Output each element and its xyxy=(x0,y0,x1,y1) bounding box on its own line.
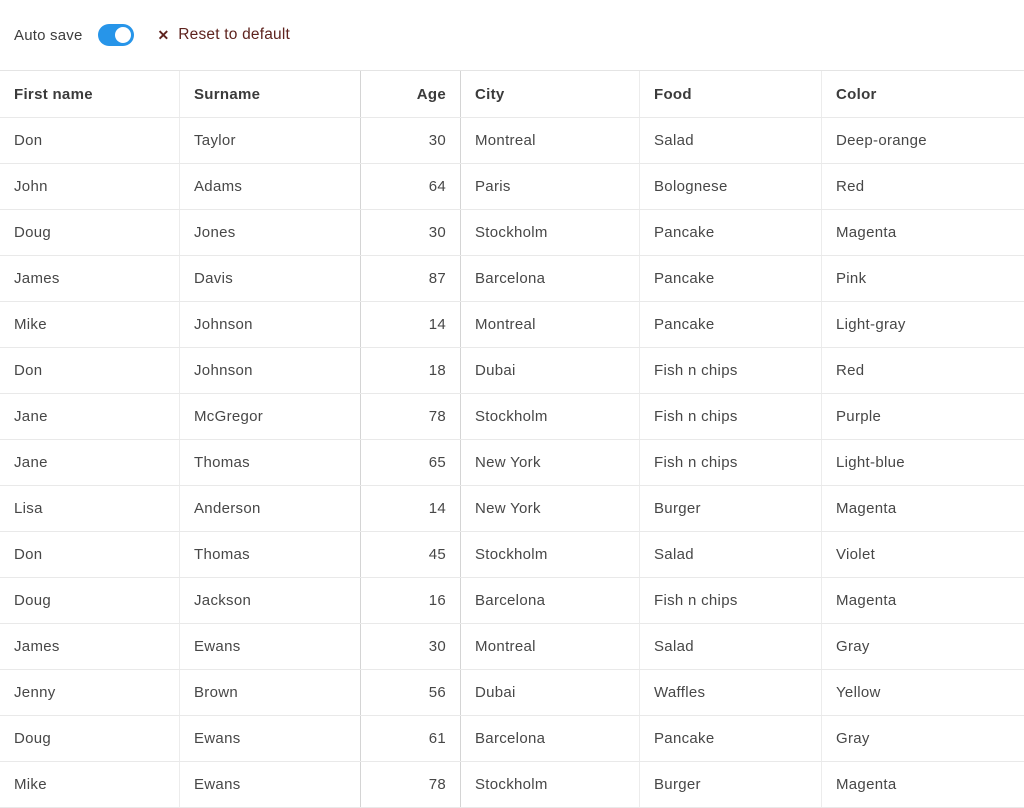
column-header-first-name[interactable]: First name xyxy=(0,71,180,117)
table-cell-surname[interactable]: McGregor xyxy=(180,394,361,439)
column-header-food[interactable]: Food xyxy=(640,71,822,117)
table-cell-surname[interactable]: Ewans xyxy=(180,624,361,669)
table-cell-surname[interactable]: Jackson xyxy=(180,578,361,623)
table-cell-color[interactable]: Red xyxy=(836,178,865,195)
table-cell-city[interactable]: Dubai xyxy=(461,348,640,393)
toggle-knob xyxy=(115,27,131,43)
table-row xyxy=(0,762,1024,808)
table-cell-surname[interactable]: Ewans xyxy=(180,762,361,807)
table-cell-age[interactable]: 65 xyxy=(361,440,461,485)
table-cell-first-name[interactable]: Jane xyxy=(0,440,180,485)
close-icon: ✕ xyxy=(157,27,170,43)
table-header-row xyxy=(0,71,1024,118)
table-cell-city[interactable]: Paris xyxy=(461,164,640,209)
table-row xyxy=(0,440,1024,486)
table-cell-city[interactable]: Stockholm xyxy=(461,394,640,439)
table-cell-color[interactable]: Yellow xyxy=(836,684,881,701)
table-row xyxy=(0,624,1024,670)
table-cell-food[interactable]: Burger xyxy=(640,762,822,807)
table-cell-food[interactable]: Fish n chips xyxy=(640,348,822,393)
table-cell-first-name[interactable]: Mike xyxy=(0,302,180,347)
table-cell-food[interactable]: Salad xyxy=(640,118,822,163)
table-cell-food[interactable]: Fish n chips xyxy=(640,440,822,485)
table-cell-surname[interactable]: Thomas xyxy=(180,532,361,577)
table-row xyxy=(0,210,1024,256)
table-cell-age[interactable]: 87 xyxy=(361,256,461,301)
table-cell-first-name[interactable]: Jenny xyxy=(0,670,180,715)
table-cell-surname[interactable]: Johnson xyxy=(180,302,361,347)
table-cell-city[interactable]: Stockholm xyxy=(461,762,640,807)
table-cell-color[interactable]: Magenta xyxy=(836,592,897,609)
table-body xyxy=(0,118,1024,808)
auto-save-label: Auto save xyxy=(14,26,83,44)
table-row xyxy=(0,532,1024,578)
table-cell-age[interactable]: 14 xyxy=(361,302,461,347)
table-cell-first-name[interactable]: Doug xyxy=(0,716,180,761)
table-cell-surname[interactable]: Anderson xyxy=(180,486,361,531)
table-cell-food[interactable]: Pancake xyxy=(640,256,822,301)
toolbar xyxy=(0,0,1024,70)
table-cell-surname[interactable]: Davis xyxy=(180,256,361,301)
table-cell-city[interactable]: Dubai xyxy=(461,670,640,715)
table-cell-color[interactable]: Deep-orange xyxy=(836,132,927,149)
table-cell-city[interactable]: New York xyxy=(461,486,640,531)
table-cell-first-name[interactable]: John xyxy=(0,164,180,209)
table-cell-food[interactable]: Fish n chips xyxy=(640,578,822,623)
table-cell-color[interactable]: Gray xyxy=(836,730,870,747)
column-header-age[interactable]: Age xyxy=(361,71,461,117)
table-cell-first-name[interactable]: Don xyxy=(0,532,180,577)
table-cell-food[interactable]: Waffles xyxy=(640,670,822,715)
table-cell-age[interactable]: 18 xyxy=(361,348,461,393)
table-cell-first-name[interactable]: Jane xyxy=(0,394,180,439)
table-cell-color[interactable]: Magenta xyxy=(836,500,897,517)
table-cell-age[interactable]: 30 xyxy=(361,118,461,163)
table-cell-food[interactable]: Fish n chips xyxy=(640,394,822,439)
data-table xyxy=(0,70,1024,808)
table-cell-color[interactable]: Light-blue xyxy=(836,454,905,471)
table-cell-color[interactable]: Purple xyxy=(836,408,882,425)
table-cell-city[interactable]: Barcelona xyxy=(461,578,640,623)
table-cell-color[interactable]: Violet xyxy=(836,546,876,563)
table-cell-city[interactable]: Barcelona xyxy=(461,716,640,761)
table-cell-city[interactable]: Montreal xyxy=(461,624,640,669)
auto-save-toggle[interactable] xyxy=(98,24,134,46)
reset-to-default-button[interactable] xyxy=(158,26,291,44)
table-cell-food[interactable]: Pancake xyxy=(640,716,822,761)
column-header-surname[interactable]: Surname xyxy=(180,71,361,117)
table-cell-city[interactable]: Stockholm xyxy=(461,532,640,577)
table-row xyxy=(0,486,1024,532)
table-row xyxy=(0,348,1024,394)
table-row xyxy=(0,716,1024,762)
table-cell-color[interactable]: Magenta xyxy=(836,776,897,793)
table-cell-food[interactable]: Pancake xyxy=(640,210,822,255)
reset-to-default-label: Reset to default xyxy=(178,26,291,43)
table-cell-color[interactable]: Gray xyxy=(836,638,870,655)
table-cell-surname[interactable]: Jones xyxy=(180,210,361,255)
table-cell-first-name[interactable]: Doug xyxy=(0,578,180,623)
table-cell-surname[interactable]: Thomas xyxy=(180,440,361,485)
table-cell-food[interactable]: Pancake xyxy=(640,302,822,347)
table-cell-food[interactable]: Salad xyxy=(640,624,822,669)
table-cell-color[interactable]: Magenta xyxy=(836,224,897,241)
table-cell-city[interactable]: New York xyxy=(461,440,640,485)
table-cell-age[interactable]: 16 xyxy=(361,578,461,623)
table-cell-first-name[interactable]: Don xyxy=(0,118,180,163)
table-cell-surname[interactable]: Brown xyxy=(180,670,361,715)
table-cell-first-name[interactable]: Don xyxy=(0,348,180,393)
table-row xyxy=(0,302,1024,348)
table-row xyxy=(0,164,1024,210)
table-cell-age[interactable]: 14 xyxy=(361,486,461,531)
table-cell-age[interactable]: 78 xyxy=(361,762,461,807)
table-row xyxy=(0,118,1024,164)
table-cell-age[interactable]: 56 xyxy=(361,670,461,715)
table-cell-city[interactable]: Montreal xyxy=(461,302,640,347)
table-cell-age[interactable]: 30 xyxy=(361,210,461,255)
table-row xyxy=(0,394,1024,440)
table-row xyxy=(0,256,1024,302)
table-row xyxy=(0,670,1024,716)
table-cell-first-name[interactable]: James xyxy=(0,256,180,301)
table-cell-surname[interactable]: Ewans xyxy=(180,716,361,761)
column-header-color[interactable]: Color xyxy=(836,85,877,103)
table-cell-food[interactable]: Burger xyxy=(640,486,822,531)
table-cell-first-name[interactable]: Doug xyxy=(0,210,180,255)
column-header-city[interactable]: City xyxy=(461,71,640,117)
table-cell-city[interactable]: Barcelona xyxy=(461,256,640,301)
table-cell-food[interactable]: Bolognese xyxy=(640,164,822,209)
table-cell-age[interactable]: 45 xyxy=(361,532,461,577)
table-cell-color[interactable]: Light-gray xyxy=(836,316,906,333)
table-cell-city[interactable]: Stockholm xyxy=(461,210,640,255)
table-cell-first-name[interactable]: James xyxy=(0,624,180,669)
table-cell-surname[interactable]: Johnson xyxy=(180,348,361,393)
table-cell-surname[interactable]: Adams xyxy=(180,164,361,209)
table-cell-first-name[interactable]: Mike xyxy=(0,762,180,807)
table-cell-age[interactable]: 30 xyxy=(361,624,461,669)
table-cell-color[interactable]: Red xyxy=(836,362,865,379)
table-cell-age[interactable]: 61 xyxy=(361,716,461,761)
table-cell-age[interactable]: 78 xyxy=(361,394,461,439)
table-cell-surname[interactable]: Taylor xyxy=(180,118,361,163)
table-cell-first-name[interactable]: Lisa xyxy=(0,486,180,531)
table-cell-city[interactable]: Montreal xyxy=(461,118,640,163)
table-cell-age[interactable]: 64 xyxy=(361,164,461,209)
table-cell-color[interactable]: Pink xyxy=(836,270,867,287)
table-cell-food[interactable]: Salad xyxy=(640,532,822,577)
table-row xyxy=(0,578,1024,624)
